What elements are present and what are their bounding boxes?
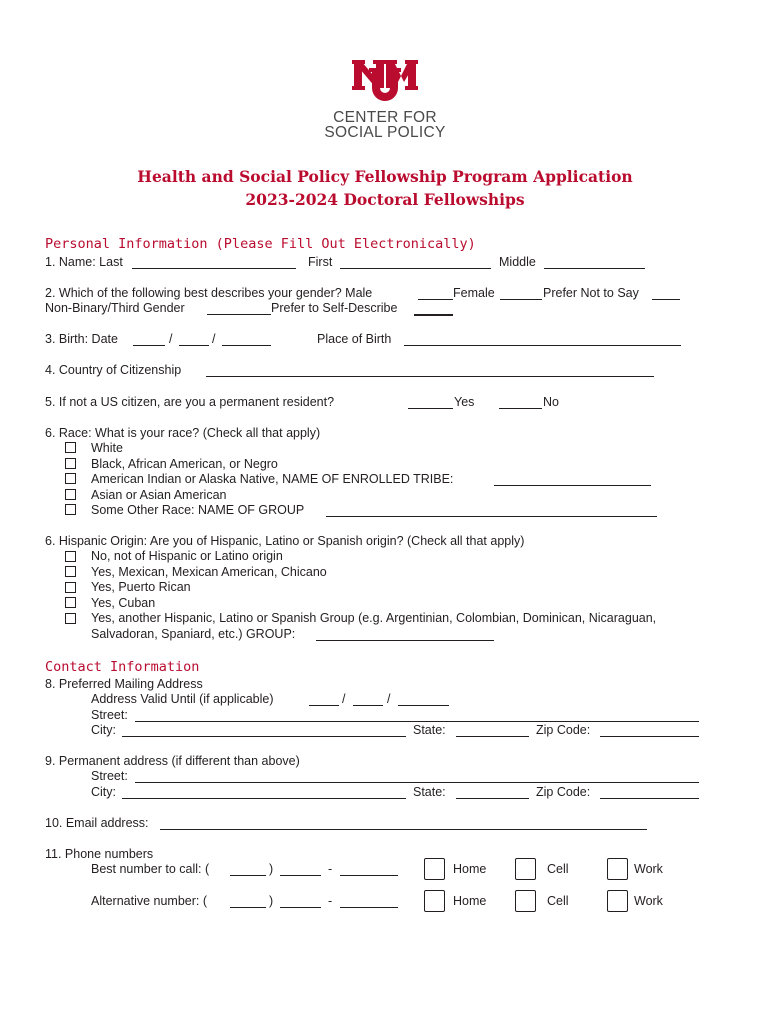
q11-label: 11. Phone numbers: [45, 847, 154, 861]
alt-home-checkbox[interactable]: [424, 890, 445, 912]
first-name-label: First: [308, 255, 333, 269]
middle-name-field[interactable]: [544, 268, 645, 269]
unm-logo-icon: [352, 56, 418, 102]
hispanic-mexican-checkbox[interactable]: [65, 566, 76, 577]
paren-close: ): [269, 862, 274, 876]
city-label: City:: [91, 723, 116, 737]
resident-no-field[interactable]: [499, 408, 542, 409]
best-work-checkbox[interactable]: [607, 858, 628, 880]
paren-close: ): [269, 894, 274, 908]
race-option-label: White: [91, 441, 123, 455]
best-number-label: Best number to call: (: [91, 862, 210, 876]
q10-label: 10. Email address:: [45, 816, 149, 830]
mailing-city-field[interactable]: [122, 736, 406, 737]
resident-yes-label: Yes: [454, 395, 475, 409]
race-white-checkbox[interactable]: [65, 442, 76, 453]
hispanic-option-label: Yes, another Hispanic, Latino or Spanish Group (e.g. Argentinian, Colombian, Dominican, Nicaraguan,: [91, 611, 657, 625]
race-other-checkbox[interactable]: [65, 504, 76, 515]
q2-label: 2. Which of the following best describes your gender? Male: [45, 286, 373, 300]
street-label: Street:: [91, 769, 128, 783]
home-label: Home: [453, 894, 487, 908]
city-label: City:: [91, 785, 116, 799]
best-line-field[interactable]: [340, 875, 398, 876]
cell-label: Cell: [547, 862, 569, 876]
hispanic-cuban-checkbox[interactable]: [65, 597, 76, 608]
valid-year-field[interactable]: [398, 705, 449, 706]
alt-work-checkbox[interactable]: [607, 890, 628, 912]
valid-slash-1: /: [342, 692, 346, 706]
home-label: Home: [453, 862, 487, 876]
race-option-label: Black, African American, or Negro: [91, 457, 278, 471]
last-name-field[interactable]: [132, 268, 296, 269]
resident-no-label: No: [543, 395, 559, 409]
hispanic-other-checkbox[interactable]: [65, 613, 76, 624]
race-native-checkbox[interactable]: [65, 473, 76, 484]
state-label: State:: [413, 785, 446, 799]
form-subtitle: 2023-2024 Doctoral Fellowships: [245, 190, 525, 209]
state-label: State:: [413, 723, 446, 737]
q4-label: 4. Country of Citizenship: [45, 363, 182, 377]
best-cell-checkbox[interactable]: [515, 858, 536, 880]
valid-month-field[interactable]: [309, 705, 339, 706]
birth-day-field[interactable]: [179, 345, 209, 346]
race-option-label: Some Other Race: NAME OF GROUP: [91, 503, 305, 517]
permanent-street-field[interactable]: [135, 782, 699, 783]
dash: -: [328, 894, 333, 908]
tribe-name-field[interactable]: [494, 485, 651, 486]
place-of-birth-field[interactable]: [404, 345, 681, 346]
alt-area-code-field[interactable]: [230, 907, 266, 908]
valid-until-label: Address Valid Until (if applicable): [91, 692, 274, 706]
best-area-code-field[interactable]: [230, 875, 266, 876]
resident-yes-field[interactable]: [408, 408, 453, 409]
hispanic-option-label: Yes, Mexican, Mexican American, Chicano: [91, 565, 327, 579]
work-label: Work: [634, 894, 663, 908]
prefer-not-label: Prefer Not to Say: [543, 286, 639, 300]
q5-label: 5. If not a US citizen, are you a permanent resident?: [45, 395, 335, 409]
q8-label: 8. Preferred Mailing Address: [45, 677, 203, 691]
hispanic-puerto-rican-checkbox[interactable]: [65, 582, 76, 593]
race-asian-checkbox[interactable]: [65, 489, 76, 500]
hispanic-group-field[interactable]: [316, 640, 494, 641]
valid-day-field[interactable]: [353, 705, 383, 706]
cell-label: Cell: [547, 894, 569, 908]
race-group-field[interactable]: [326, 516, 657, 517]
hispanic-option-cont: Salvadoran, Spaniard, etc.) GROUP:: [91, 627, 296, 641]
zip-label: Zip Code:: [536, 785, 591, 799]
q6-race-label: 6. Race: What is your race? (Check all that apply): [45, 426, 321, 440]
alt-prefix-field[interactable]: [280, 907, 321, 908]
nonbinary-field[interactable]: [207, 314, 271, 315]
alt-number-label: Alternative number: (: [91, 894, 208, 908]
race-option-label: American Indian or Alaska Native, NAME OF ENROLLED TRIBE:: [91, 472, 454, 486]
middle-name-label: Middle: [499, 255, 536, 269]
hispanic-option-label: Yes, Cuban: [91, 596, 156, 610]
mailing-street-field[interactable]: [135, 721, 699, 722]
q6-hispanic-label: 6. Hispanic Origin: Are you of Hispanic, Latino or Spanish origin? (Check all that apply): [45, 534, 525, 548]
permanent-zip-field[interactable]: [600, 798, 699, 799]
alt-line-field[interactable]: [340, 907, 398, 908]
male-field[interactable]: [418, 299, 453, 300]
hispanic-option-label: No, not of Hispanic or Latino origin: [91, 549, 283, 563]
prefer-not-field[interactable]: [652, 299, 680, 300]
org-name-line1: CENTER FOR: [333, 109, 437, 126]
birth-year-field[interactable]: [222, 345, 271, 346]
hispanic-no-checkbox[interactable]: [65, 551, 76, 562]
date-slash-1: /: [169, 332, 173, 346]
citizenship-field[interactable]: [206, 376, 654, 377]
mailing-state-field[interactable]: [456, 736, 529, 737]
street-label: Street:: [91, 708, 128, 722]
q3-label: 3. Birth: Date: [45, 332, 118, 346]
q1-label: 1. Name: Last: [45, 255, 123, 269]
birth-month-field[interactable]: [133, 345, 165, 346]
personal-info-heading: Personal Information (Please Fill Out Electronically): [45, 236, 476, 252]
female-label: Female: [453, 286, 495, 300]
first-name-field[interactable]: [340, 268, 491, 269]
valid-slash-2: /: [387, 692, 391, 706]
email-field[interactable]: [160, 829, 647, 830]
mailing-zip-field[interactable]: [600, 736, 699, 737]
org-name-line2: SOCIAL POLICY: [324, 124, 446, 141]
best-home-checkbox[interactable]: [424, 858, 445, 880]
alt-cell-checkbox[interactable]: [515, 890, 536, 912]
permanent-city-field[interactable]: [122, 798, 406, 799]
date-slash-2: /: [212, 332, 216, 346]
nonbinary-label: Non-Binary/Third Gender: [45, 301, 185, 315]
place-of-birth-label: Place of Birth: [317, 332, 392, 346]
form-title: Health and Social Policy Fellowship Program Application: [137, 167, 633, 186]
race-black-checkbox[interactable]: [65, 458, 76, 469]
self-describe-label: Prefer to Self-Describe: [271, 301, 398, 315]
hispanic-option-label: Yes, Puerto Rican: [91, 580, 191, 594]
female-field[interactable]: [500, 299, 542, 300]
contact-info-heading: Contact Information: [45, 659, 200, 675]
best-prefix-field[interactable]: [280, 875, 321, 876]
self-describe-field[interactable]: [414, 314, 453, 316]
q9-label: 9. Permanent address (if different than above): [45, 754, 300, 768]
zip-label: Zip Code:: [536, 723, 591, 737]
dash: -: [328, 862, 333, 876]
race-option-label: Asian or Asian American: [91, 488, 227, 502]
permanent-state-field[interactable]: [456, 798, 529, 799]
work-label: Work: [634, 862, 663, 876]
